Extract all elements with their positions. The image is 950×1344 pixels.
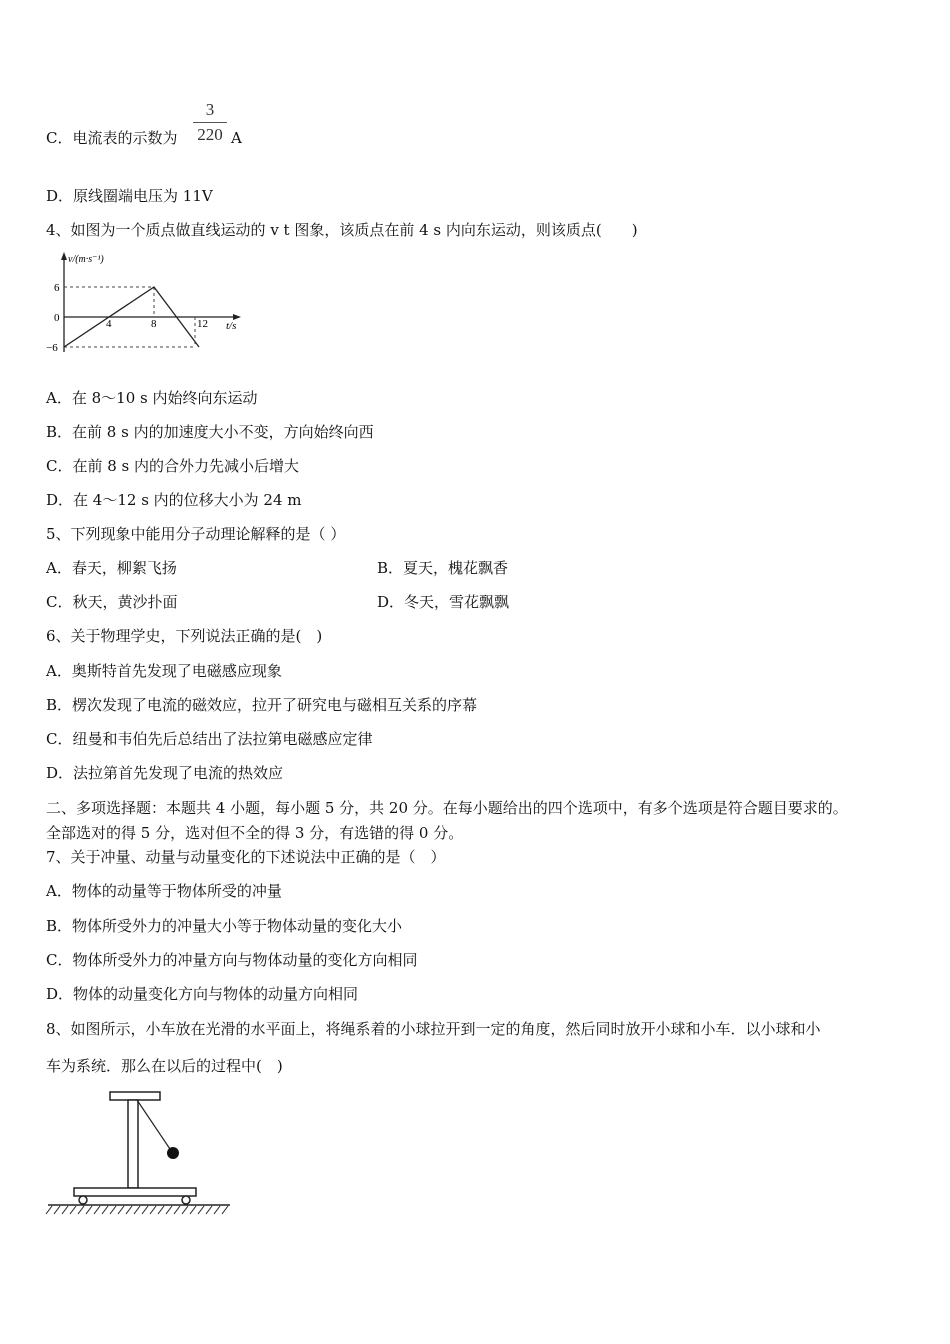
graph-y-label: v/(m·s⁻¹) [68, 254, 104, 265]
q3-option-d: D．原线圈端电压为 11V [46, 187, 213, 205]
y-axis-arrow [61, 252, 67, 260]
pendulum-post [128, 1100, 138, 1188]
y-tick-6: 6 [54, 282, 60, 294]
graph-x-label: t/s [226, 320, 237, 332]
q6-option-d: D．法拉第首先发现了电流的热效应 [46, 764, 284, 782]
q3-option-c-unit: A [231, 129, 242, 147]
q7-option-a: A．物体的动量等于物体所受的冲量 [46, 882, 282, 900]
q4-option-a: A．在 8～10 s 内始终向东运动 [46, 389, 258, 407]
q6-option-a: A．奥斯特首先发现了电磁感应现象 [46, 662, 282, 680]
x-tick-4: 4 [106, 318, 112, 330]
q7-option-c: C．物体所受外力的冲量方向与物体动量的变化方向相同 [46, 951, 418, 969]
q5-option-a: A．春天，柳絮飞扬 [46, 559, 177, 577]
section2-instructions-2: 全部选对的得 5 分，选对但不全的得 3 分，有选错的得 0 分。 [46, 824, 464, 842]
q6-option-b: B．楞次发现了电流的磁效应，拉开了研究电与磁相互关系的序幕 [46, 696, 478, 714]
cart-wheel-right [182, 1196, 190, 1204]
cart-wheel-left [79, 1196, 87, 1204]
y-tick-0: 0 [54, 312, 60, 324]
ground-hatching [46, 1206, 228, 1214]
x-tick-8: 8 [151, 318, 157, 330]
q8-stem-line2: 车为系统．那么在以后的过程中( ) [46, 1057, 283, 1075]
q6-stem: 6、关于物理学史，下列说法正确的是( ) [46, 627, 323, 645]
q5-stem: 5、下列现象中能用分子动理论解释的是（ ） [46, 525, 346, 543]
pendulum-string [137, 1100, 172, 1152]
q3-fraction-denominator: 220 [197, 125, 223, 144]
q7-option-b: B．物体所受外力的冲量大小等于物体动量的变化大小 [46, 917, 403, 935]
q4-vt-graph [44, 250, 250, 362]
q4-stem: 4、如图为一个质点做直线运动的 v t 图象，该质点在前 4 s 内向东运动，则该质点( ) [46, 221, 638, 239]
cart-deck [74, 1188, 196, 1196]
pendulum-ball [167, 1147, 179, 1159]
q3-fraction [193, 100, 227, 145]
q7-option-d: D．物体的动量变化方向与物体的动量方向相同 [46, 985, 359, 1003]
q3-fraction-numerator: 3 [205, 100, 215, 119]
x-tick-12: 12 [197, 318, 208, 330]
pendulum-top-plate [110, 1092, 160, 1100]
q8-pendulum-cart-figure [44, 1088, 244, 1220]
fraction-bar [193, 122, 227, 123]
section2-instructions-1: 二、多项选择题：本题共 4 小题，每小题 5 分，共 20 分。在每小题给出的四个选项中，有多个选项是符合题目要求的。 [46, 799, 848, 817]
q7-stem: 7、关于冲量、动量与动量变化的下述说法中正确的是（ ） [46, 848, 446, 866]
q6-option-c: C．纽曼和韦伯先后总结出了法拉第电磁感应定律 [46, 730, 373, 748]
q8-stem-line1: 8、如图所示，小车放在光滑的水平面上，将绳系着的小球拉开到一定的角度，然后同时放开小球和小车．以小球和小 [46, 1020, 821, 1038]
q5-option-c: C．秋天，黄沙扑面 [46, 593, 178, 611]
q3-option-c-label: C．电流表的示数为 [46, 129, 178, 147]
q4-option-b: B．在前 8 s 内的加速度大小不变，方向始终向西 [46, 423, 374, 441]
q4-option-d: D．在 4～12 s 内的位移大小为 24 m [46, 491, 302, 509]
q5-option-b: B．夏天，槐花飘香 [377, 559, 509, 577]
q4-option-c: C．在前 8 s 内的合外力先减小后增大 [46, 457, 300, 475]
q5-option-d: D．冬天，雪花飘飘 [377, 593, 510, 611]
y-tick-neg6: −6 [46, 342, 58, 354]
